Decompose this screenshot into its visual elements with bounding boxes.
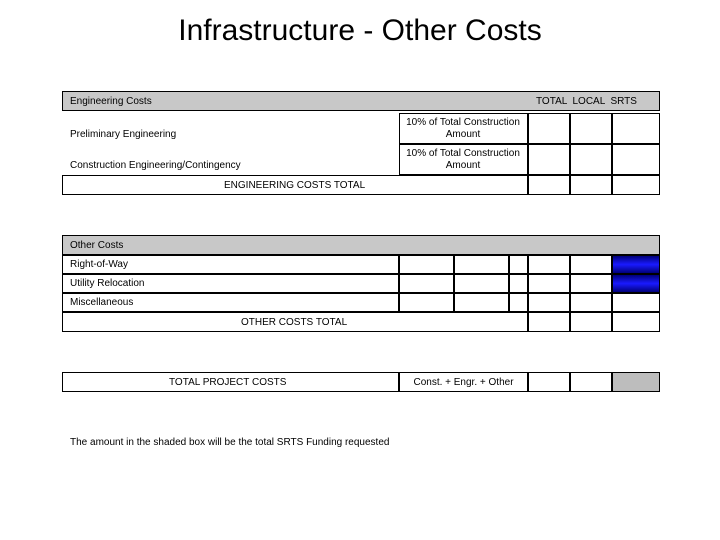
miscellaneous-cell-b[interactable]: [454, 293, 509, 312]
right-of-way-total-cell[interactable]: [528, 255, 570, 274]
total-project-formula: Const. + Engr. + Other: [413, 377, 514, 388]
utility-relocation-total-cell[interactable]: [528, 274, 570, 293]
total-project-total-cell[interactable]: [528, 372, 570, 392]
construction-engineering-total-cell[interactable]: [528, 144, 570, 175]
miscellaneous-cell-c[interactable]: [509, 293, 528, 312]
miscellaneous-total-cell[interactable]: [528, 293, 570, 312]
engineering-total-local-cell[interactable]: [570, 175, 612, 195]
right-of-way-cell-a[interactable]: [399, 255, 454, 274]
preliminary-engineering-label: Preliminary Engineering: [70, 129, 177, 140]
preliminary-engineering-srts-cell[interactable]: [612, 113, 660, 144]
utility-relocation-cell-c[interactable]: [509, 274, 528, 293]
utility-relocation-srts-cell[interactable]: [612, 274, 660, 293]
miscellaneous-cell-a[interactable]: [399, 293, 454, 312]
engineering-total-total-cell[interactable]: [528, 175, 570, 195]
column-headers: TOTAL LOCAL SRTS: [536, 96, 637, 107]
miscellaneous-local-cell[interactable]: [570, 293, 612, 312]
construction-engineering-label: Construction Engineering/Contingency: [70, 160, 241, 171]
utility-relocation-label: Utility Relocation: [70, 278, 145, 289]
right-of-way-srts-cell[interactable]: [612, 255, 660, 274]
other-total-srts-cell[interactable]: [612, 312, 660, 332]
right-of-way-cell-b[interactable]: [454, 255, 509, 274]
right-of-way-cell-c[interactable]: [509, 255, 528, 274]
other-total-local-cell[interactable]: [570, 312, 612, 332]
preliminary-engineering-total-cell[interactable]: [528, 113, 570, 144]
total-project-costs-label: TOTAL PROJECT COSTS: [169, 377, 287, 388]
utility-relocation-local-cell[interactable]: [570, 274, 612, 293]
other-costs-header-label: Other Costs: [70, 240, 124, 251]
total-project-srts-shaded-cell[interactable]: [612, 372, 660, 392]
page-title: Infrastructure - Other Costs: [178, 14, 542, 47]
miscellaneous-label: Miscellaneous: [70, 297, 134, 308]
construction-engineering-srts-cell[interactable]: [612, 144, 660, 175]
other-costs-header-bar: [62, 235, 660, 255]
construction-engineering-basis: 10% of Total Construction Amount: [406, 148, 520, 171]
utility-relocation-cell-a[interactable]: [399, 274, 454, 293]
total-project-local-cell[interactable]: [570, 372, 612, 392]
construction-engineering-local-cell[interactable]: [570, 144, 612, 175]
miscellaneous-srts-cell[interactable]: [612, 293, 660, 312]
engineering-total-srts-cell[interactable]: [612, 175, 660, 195]
footnote: The amount in the shaded box will be the total SRTS Funding requested: [70, 437, 390, 448]
other-costs-total-label: OTHER COSTS TOTAL: [241, 317, 348, 328]
engineering-costs-total-label: ENGINEERING COSTS TOTAL: [224, 180, 366, 191]
utility-relocation-cell-b[interactable]: [454, 274, 509, 293]
other-total-total-cell[interactable]: [528, 312, 570, 332]
right-of-way-local-cell[interactable]: [570, 255, 612, 274]
preliminary-engineering-local-cell[interactable]: [570, 113, 612, 144]
engineering-header-label: Engineering Costs: [70, 96, 152, 107]
right-of-way-label: Right-of-Way: [70, 259, 128, 270]
preliminary-engineering-basis: 10% of Total Construction Amount: [406, 117, 520, 140]
